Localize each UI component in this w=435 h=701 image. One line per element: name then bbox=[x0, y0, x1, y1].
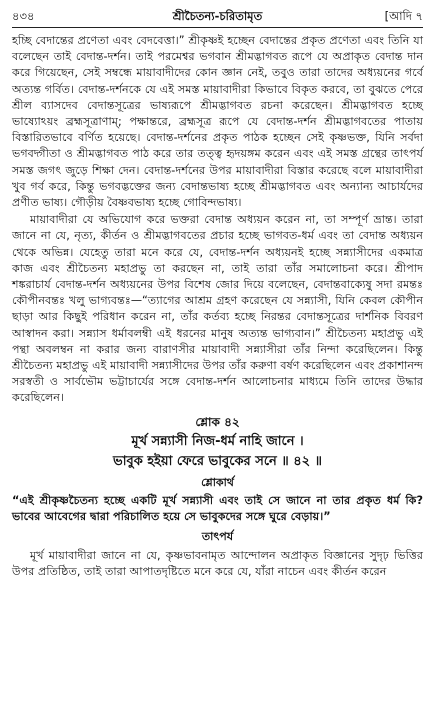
chapter-label: [আদি ৭ bbox=[384, 9, 423, 23]
verse-heading: শ্লোক ৪২ bbox=[195, 414, 240, 429]
page-number: ৪৩৪ bbox=[12, 9, 35, 23]
translation-text: “এই শ্রীকৃষ্ণচৈতন্য হচ্ছে একটি মূর্খ সন্ন্যাসী এবং তাই সে জানে না তার প্রকৃত ধর্ম কি? ভাবের আবেগের দ্বারা পরিচালিত হয়ে সে ভাবুকদের সঙ্গে ঘুরে বেড়ায়।” bbox=[12, 494, 423, 524]
page-body bbox=[12, 33, 423, 697]
translation-title: শ্লোকার্থ bbox=[201, 475, 234, 489]
purport-title: তাৎপর্য bbox=[201, 530, 234, 544]
book-title: শ্রীচৈতন্য-চরিতামৃত bbox=[172, 9, 263, 23]
verse-line-1: মূর্খ সন্ন্যাসী নিজ-ধর্ম নাহি জানে । bbox=[131, 433, 304, 449]
verse-line-2: ভাবুক হইয়া ফেরে ভাবুকের সনে ॥ ৪২ ॥ bbox=[113, 453, 322, 469]
header-divider bbox=[12, 27, 423, 28]
paragraph-2: মায়াবাদীরা যে অভিযোগ করে ভক্তরা বেদান্ত অধ্যয়ন করেন না, তা সম্পূর্ণ ভ্রান্ত। তারা জানে না যে, নৃত্য, কীর্তন ও শ্রীমদ্ভাগবতের প্রচার হচ্ছে ভাগবত-ধর্ম এবং তা বেদান্ত অধ্যয়ন থেকে অভিন্ন। যেহেতু তারা মনে করে যে, বেদান্ত-দর্শন অধ্যয়নই হচ্ছে সন্ন্যাসীদের একমাত্র কাজ এবং শ্রীচৈতন্য মহাপ্রভু তা করছেন না, তাই তারা তাঁর সমালোচনা করে। শ্রীপাদ শঙ্করাচার্য বেদান্ত-দর্শন অধ্যয়নের উপর বিশেষ জোর দিয়ে বলেছেন, বেদান্তবাক্যেষু সদা রমন্তঃ কৌপীনবন্তঃ খলু ভাগ্যবন্তঃ—“ত্যাগের আশ্রম গ্রহণ করেছেন যে সন্ন্যাসী, যিনি কেবল কৌপীন ছাড়া আর কিছুই পরিধান করেন না, তাঁর কর্তব্য হচ্ছে নিরন্তর বেদান্তসূত্রের দার্শনিক বিবরণ আস্বাদন করা। সন্ন্যাস ধর্মাবলম্বী এই ধরনের মানুষ অত্যন্ত ভাগ্যবান।” শ্রীচৈতন্য মহাপ্রভু এই পন্থা অবলম্বন না করার জন্য বারাণসীর মায়াবাদী সন্ন্যাসীরা তাঁর নিন্দা করেছিলেন। কিন্তু শ্রীচৈতন্য মহাপ্রভু এই মায়াবাদী সন্ন্যাসীদের উপর তাঁর করুণা বর্ষণ করেছিলেন এবং প্রকাশানন্দ সরস্বতী ও সার্বভৌম ভট্টাচার্যের সঙ্গে বেদান্ত-দর্শন আলোচনার মাধ্যমে তিনি তাদের উদ্ধার করেছিলেন। bbox=[12, 213, 423, 405]
purport-text: মূর্খ মায়াবাদীরা জানে না যে, কৃষ্ণভাবনামৃত আন্দোলন অপ্রাকৃত বিজ্ঞানের সুদৃঢ় ভিত্তির উপর প্রতিষ্ঠিত, তাই তারা আপাতদৃষ্টিতে মনে করে যে, যাঁরা নাচেন এবং কীর্তন করেন bbox=[12, 548, 423, 578]
page-header bbox=[12, 6, 423, 26]
paragraph-1: হচ্ছি বেদান্তের প্রণেতা এবং বেদবেত্তা।” শ্রীকৃষ্ণই হচ্ছেন বেদান্তের প্রকৃত প্রণেতা এবং তিনি যা বলেছেন তাই বেদান্ত-দর্শন। তাই পরমেশ্বর ভগবান শ্রীমদ্ভাগবত রূপে যে অপ্রাকৃত বেদান্ত দান করে গিয়েছেন, সেই সম্বন্ধে মায়াবাদীদের কোন জ্ঞান নেই, তবুও তারা তাদের অধ্যয়নের গর্বে অত্যন্ত গর্বিত। বেদান্ত-দর্শনকে যে এই সমস্ত মায়াবাদীরা কিভাবে বিকৃত করবে, তা বুঝতে পেরে শ্রীল ব্যাসদেব বেদান্তসূত্রের ভাষ্যরূপে শ্রীমদ্ভাগবত রচনা করেছেন। শ্রীমদ্ভাগবত হচ্ছে ভাষ্যোঽয়ং ব্রহ্মসূত্রাণাম্; পক্ষান্তরে, ব্রহ্মসূত্র রূপে যে বেদান্ত-দর্শন শ্রীমদ্ভাগবতের পাতায় বিস্তারিতভাবে বর্ণিত হয়েছে। বেদান্ত-দর্শনের প্রকৃত পাঠক হচ্ছেন সেই কৃষ্ণভক্ত, যিনি সর্বদা ভগবদ্গীতা ও শ্রীমদ্ভাগবত পাঠ করে তার তত্ত্ব হৃদয়ঙ্গম করেন এবং এই সমস্ত গ্রন্থের তাৎপর্য সমস্ত জগৎ জুড়ে শিক্ষা দেন। বেদান্ত-দর্শনের উপর মায়াবাদীরা বিস্তার করেছে বলে মায়াবাদীরা খুব গর্ব করে, কিন্তু ভগবদ্ভক্তের জন্য বেদান্তভাষ্য হচ্ছে শ্রীমদ্ভাগবত এবং অন্যান্য আচার্যদের প্রণীত ভাষ্য। গৌড়ীয় বৈষ্ণবভাষ্য হচ্ছে গোবিন্দভাষ্য। bbox=[12, 34, 423, 210]
